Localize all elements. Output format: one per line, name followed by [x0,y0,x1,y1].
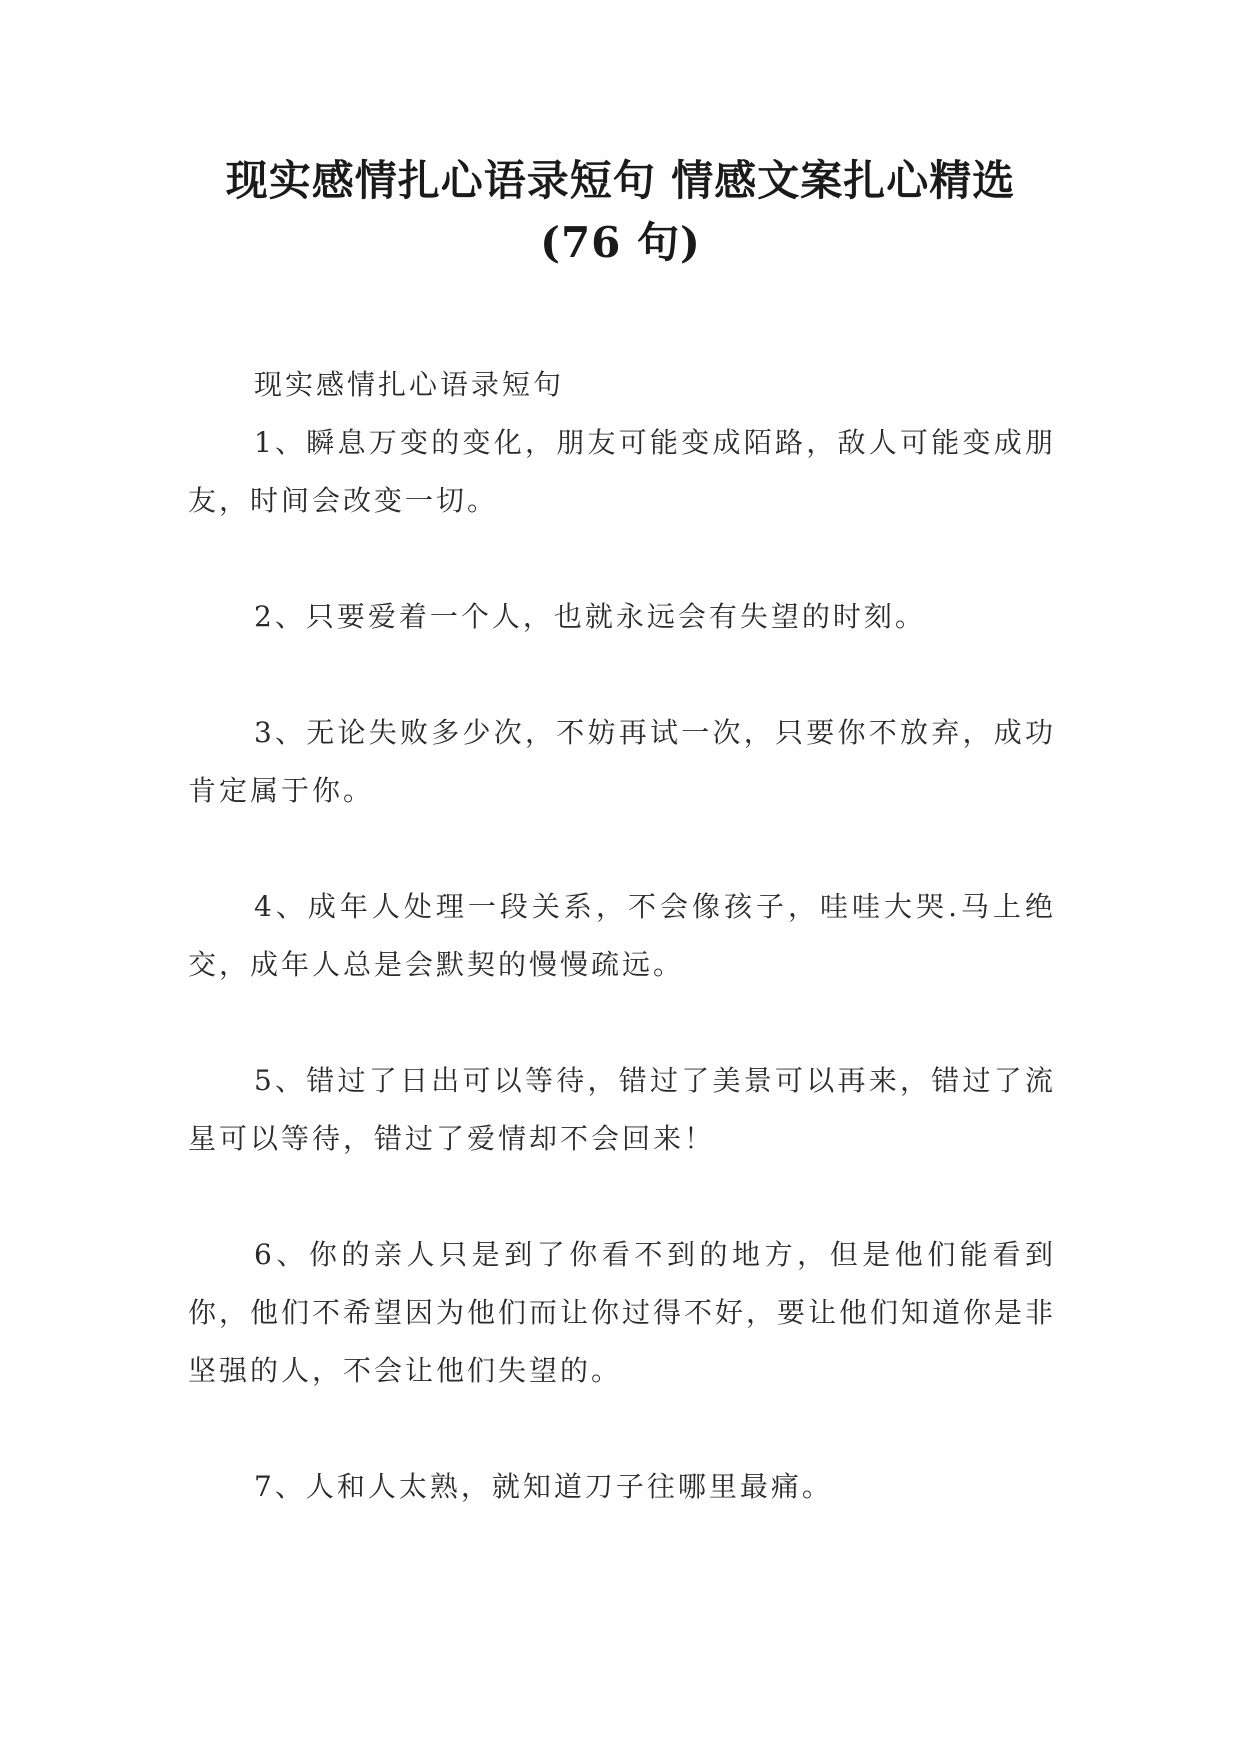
title-line-2: (76 句) [540,218,701,267]
section-heading: 现实感情扎心语录短句 [254,368,565,401]
quote-item-6: 6、你的亲人只是到了你看不到的地方，但是他们能看到你，他们不希望因为他们而让你过得不好，要让他们知道你是非坚强的人，不会让他们失望的。 [188,1238,1057,1387]
document-body [188,356,1056,1516]
quote-item-5: 5、错过了日出可以等待，错过了美景可以再来，错过了流星可以等待，错过了爱情却不会回来！ [188,1064,1056,1155]
quote-item-2: 2、只要爱着一个人，也就永远会有失望的时刻。 [254,600,926,633]
quote-item-3: 3、无论失败多少次，不妨再试一次，只要你不放弃，成功肯定属于你。 [188,716,1056,807]
title-line-1: 现实感情扎心语录短句 情感文案扎心精选 [225,156,1016,205]
quote-item-4: 4、成年人处理一段关系，不会像孩子，哇哇大哭.马上绝交，成年人总是会默契的慢慢疏远。 [188,890,1056,981]
page-title [150,150,1091,274]
quote-item-1: 1、瞬息万变的变化，朋友可能变成陌路，敌人可能变成朋友，时间会改变一切。 [188,426,1056,517]
quote-item-7: 7、人和人太熟，就知道刀子往哪里最痛。 [254,1470,833,1503]
